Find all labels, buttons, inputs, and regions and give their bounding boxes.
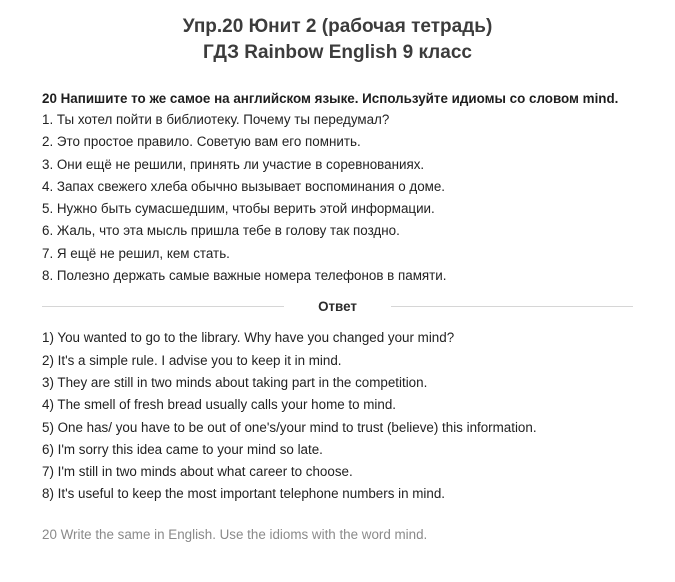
- task-instruction: 20 Напишите то же самое на английском языке. Используйте идиомы со словом mind.: [42, 91, 619, 106]
- divider-line-left: [42, 306, 284, 307]
- question-item: 5. Нужно быть сумасшедшим, чтобы верить этой информации.: [42, 201, 435, 217]
- question-item: 1. Ты хотел пойти в библиотеку. Почему ты передумал?: [42, 112, 390, 127]
- page-title: [42, 14, 633, 66]
- answer-item: 6) I'm sorry this idea came to your mind so late.: [42, 441, 323, 457]
- question-item: 7. Я ещё не решил, кем стать.: [42, 245, 230, 261]
- footer-caption: 20 Write the same in English. Use the idioms with the word mind.: [42, 526, 428, 542]
- question-item: 3. Они ещё не решили, принять ли участие в соревнованиях.: [42, 156, 425, 172]
- question-list: [42, 109, 633, 287]
- answer-item: 1) You wanted to go to the library. Why have you changed your mind?: [42, 330, 455, 346]
- question-item: 6. Жаль, что эта мысль пришла тебе в голову так поздно.: [42, 223, 400, 239]
- answer-list: [42, 327, 633, 505]
- answer-item: 2) It's a simple rule. I advise you to keep it in mind.: [42, 352, 342, 368]
- question-item: 4. Запах свежего хлеба обычно вызывает воспоминания о доме.: [42, 178, 446, 194]
- answer-item: 3) They are still in two minds about taking part in the competition.: [42, 374, 428, 390]
- title-line-2: ГДЗ Rainbow English 9 класс: [203, 42, 472, 63]
- question-item: 2. Это простое правило. Советую вам его помнить.: [42, 134, 361, 150]
- answer-item: 8) It's useful to keep the most important telephone numbers in mind.: [42, 486, 446, 502]
- answer-item: 7) I'm still in two minds about what career to choose.: [42, 464, 353, 480]
- title-line-1: Упр.20 Юнит 2 (рабочая тетрадь): [182, 16, 493, 37]
- divider-line-right: [391, 306, 633, 307]
- answer-divider: [42, 297, 633, 315]
- question-item: 8. Полезно держать самые важные номера телефонов в памяти.: [42, 268, 447, 284]
- answer-heading: Ответ: [318, 298, 357, 314]
- answer-item: 4) The smell of fresh bread usually calls your home to mind.: [42, 397, 397, 413]
- answer-item: 5) One has/ you have to be out of one's/your mind to trust (believe) this information.: [42, 419, 537, 435]
